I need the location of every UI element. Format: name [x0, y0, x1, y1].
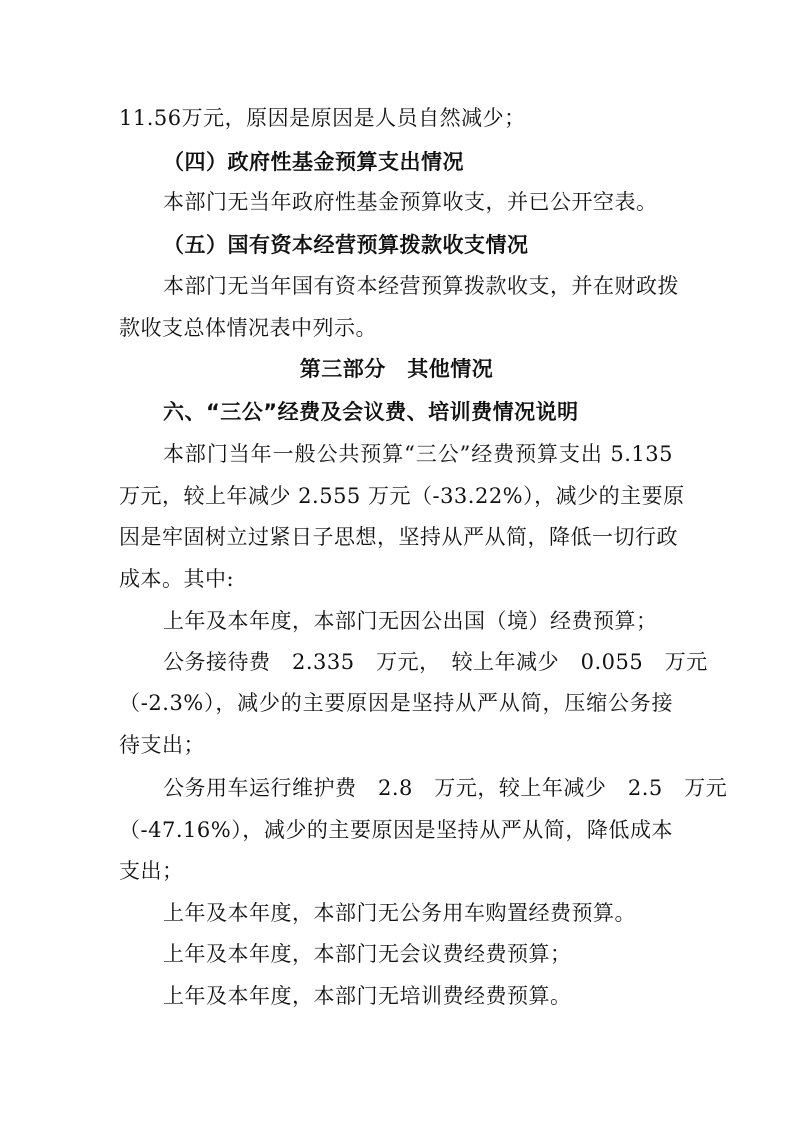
paragraph-line: 万元，较上年减少 2.555 万元（-33.22%），减少的主要原 [119, 484, 685, 508]
paragraph-line: 公务接待费 2.335 万元， 较上年减少 0.055 万元 [163, 650, 708, 674]
paragraph-line: 上年及本年度，本部门无公务用车购置经费预算。 [163, 901, 636, 925]
part-heading: 第三部分 其他情况 [299, 357, 494, 381]
paragraph-line: 款收支总体情况表中列示。 [119, 316, 377, 340]
paragraph-line: 上年及本年度，本部门无因公出国（境）经费预算； [163, 609, 658, 633]
paragraph-line: 因是牢固树立过紧日子思想，坚持从严从简，降低一切行政 [119, 525, 678, 549]
section-heading: 六、“三公”经费及会议费、培训费情况说明 [163, 400, 579, 424]
paragraph-line: （-47.16%），减少的主要原因是坚持从严从简，降低成本 [119, 818, 673, 842]
paragraph-line: 本部门无当年国有资本经营预算拨款收支，并在财政拨 [163, 274, 679, 298]
paragraph-line: 公务用车运行维护费 2.8 万元，较上年减少 2.5 万元 [163, 776, 728, 800]
paragraph-line: 11.56万元，原因是原因是人员自然减少； [119, 106, 526, 130]
paragraph-line: 上年及本年度，本部门无培训费经费预算。 [163, 984, 572, 1008]
section-heading: （五）国有资本经营预算拨款收支情况 [163, 233, 529, 257]
paragraph-line: 本部门当年一般公共预算“三公”经费预算支出 5.135 [163, 442, 673, 466]
paragraph-line: 待支出； [119, 733, 205, 757]
section-heading: （四）政府性基金预算支出情况 [163, 150, 464, 174]
paragraph-line: 上年及本年度，本部门无会议费经费预算； [163, 942, 572, 966]
paragraph-line: （-2.3%），减少的主要原因是坚持从严从简，压缩公务接 [119, 691, 673, 715]
paragraph-line: 本部门无当年政府性基金预算收支，并已公开空表。 [163, 190, 658, 214]
paragraph-line: 成本。其中: [119, 567, 235, 591]
paragraph-line: 支出； [119, 859, 184, 883]
